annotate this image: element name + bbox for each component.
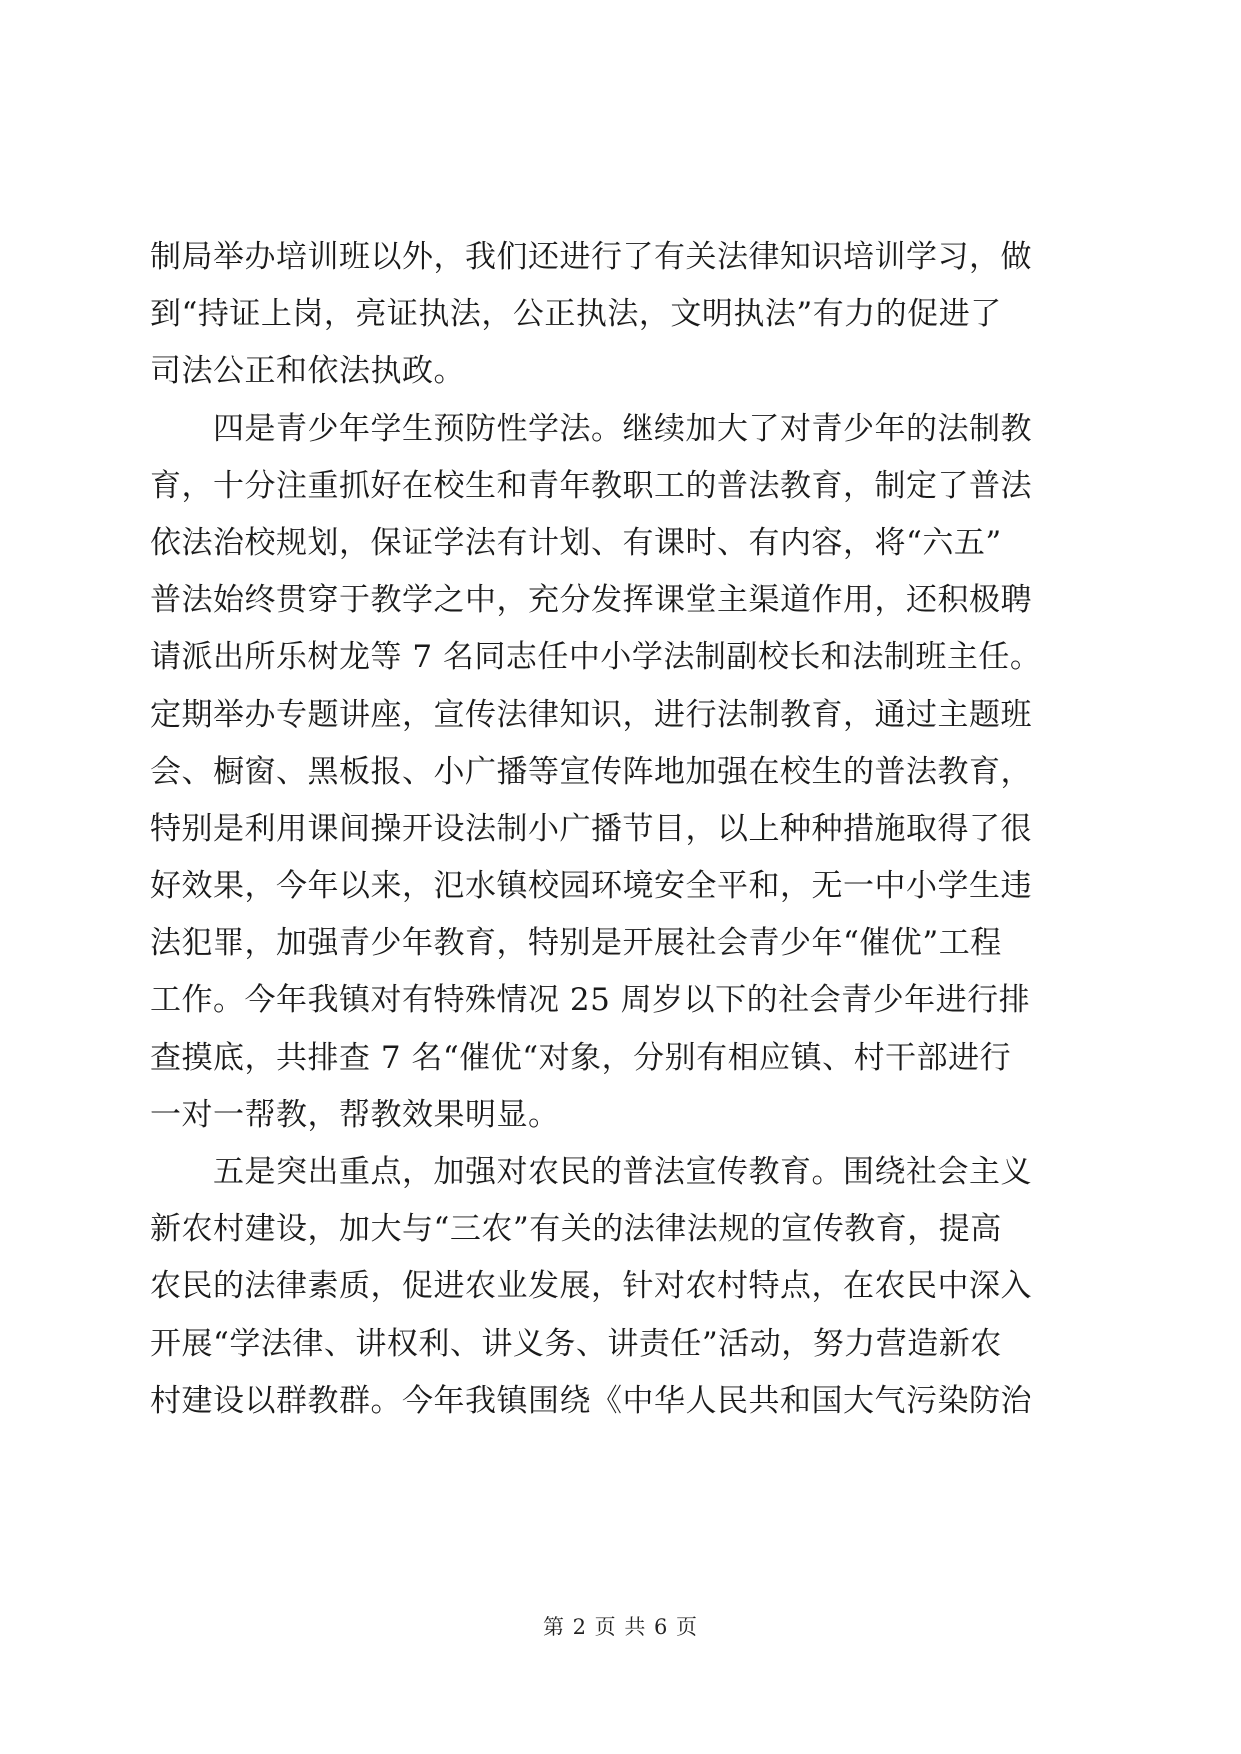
text-line: 新农村建设，加大与“三农”有关的法律法规的宣传教育，提高 — [150, 1211, 1002, 1248]
text-line: 会、橱窗、黑板报、小广播等宣传阵地加强在校生的普法教育， — [150, 753, 1032, 790]
text-line: 查摸底，共排查 7 名“催优“对象，分别有相应镇、村干部进行 — [150, 1039, 1012, 1076]
text-line: 一对一帮教，帮教效果明显。 — [150, 1096, 560, 1133]
document-body — [150, 229, 1090, 1430]
text-line: 普法始终贯穿于教学之中，充分发挥课堂主渠道作用，还积极聘 — [150, 582, 1032, 619]
text-line: 五是突出重点，加强对农民的普法宣传教育。围绕社会主义 — [150, 1154, 1032, 1190]
text-line: 依法治校规划，保证学法有计划、有课时、有内容，将“六五” — [150, 524, 1002, 561]
text-line: 司法公正和依法执政。 — [150, 353, 465, 390]
text-line: 好效果，今年以来，氾水镇校园环境安全平和，无一中小学生违 — [150, 868, 1032, 905]
text-line: 村建设以群教群。今年我镇围绕《中华人民共和国大气污染防治 — [150, 1382, 1032, 1419]
text-line: 请派出所乐树龙等 7 名同志任中小学法制副校长和法制班主任。 — [150, 639, 1042, 676]
text-line: 特别是利用课间操开设法制小广播节目，以上种种措施取得了很 — [150, 810, 1032, 847]
text-line: 到“持证上岗，亮证执法，公正执法，文明执法”有力的促进了 — [150, 296, 1002, 333]
text-line: 工作。今年我镇对有特殊情况 25 周岁以下的社会青少年进行排 — [150, 982, 1031, 1019]
text-line: 制局举办培训班以外，我们还进行了有关法律知识培训学习，做 — [150, 239, 1032, 275]
text-line: 开展“学法律、讲权利、讲义务、讲责任”活动，努力营造新农 — [150, 1325, 1002, 1362]
text-line: 四是青少年学生预防性学法。继续加大了对青少年的法制教 — [150, 410, 1032, 447]
text-line: 定期举办专题讲座，宣传法律知识，进行法制教育，通过主题班 — [150, 696, 1032, 733]
page-number-footer: 第 2 页 共 6 页 — [542, 1615, 699, 1639]
text-line: 育，十分注重抓好在校生和青年教职工的普法教育，制定了普法 — [150, 467, 1032, 504]
text-line: 法犯罪，加强青少年教育，特别是开展社会青少年“催优”工程 — [150, 925, 1002, 962]
text-line: 农民的法律素质，促进农业发展，针对农村特点，在农民中深入 — [150, 1268, 1032, 1305]
